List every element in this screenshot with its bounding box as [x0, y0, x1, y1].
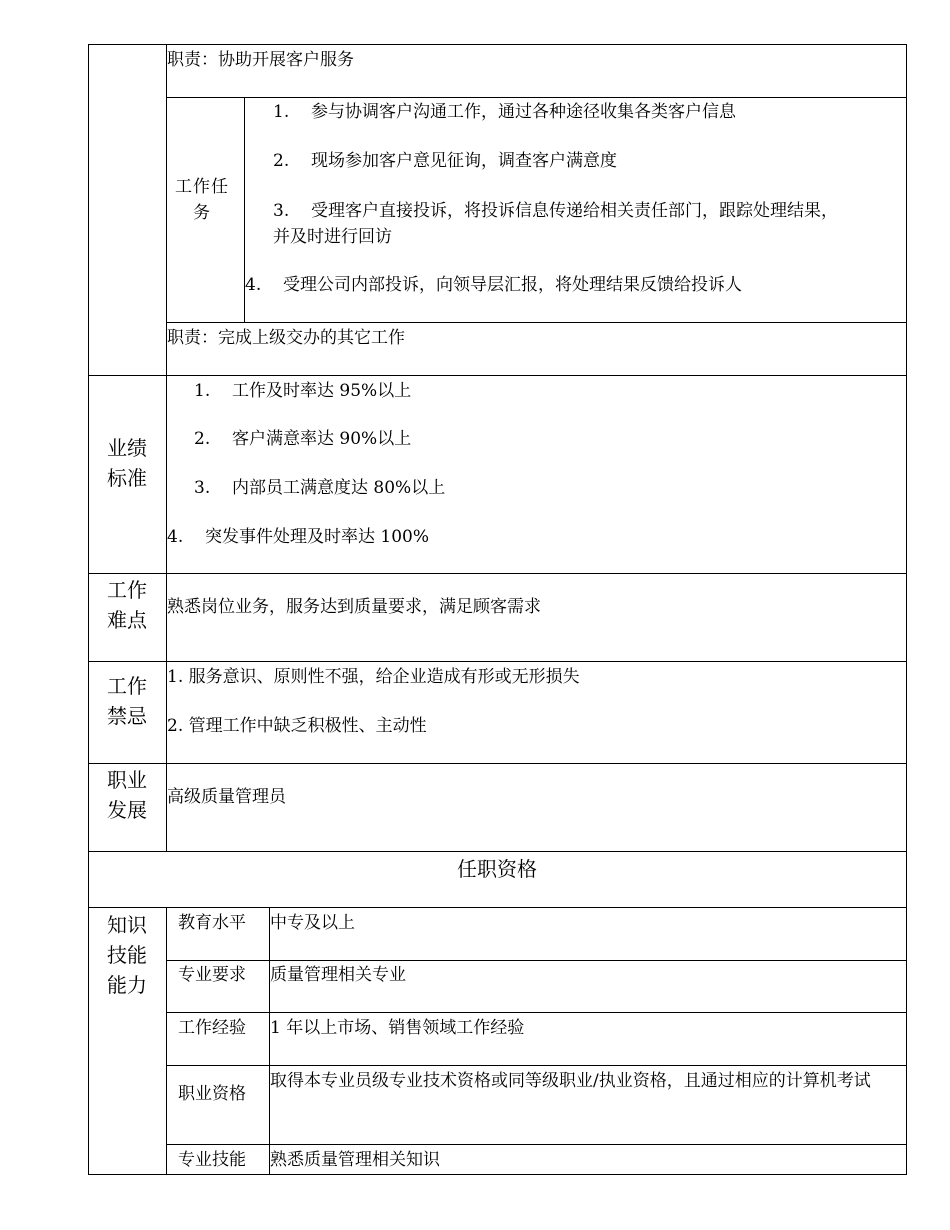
- rule: [88, 763, 907, 764]
- rule: [166, 1012, 907, 1013]
- task-item: [273, 101, 736, 123]
- task-item: [273, 150, 617, 172]
- border-right: [906, 44, 907, 1175]
- taboo-item: 2. 管理工作中缺乏积极性、主动性: [167, 716, 427, 736]
- task-number: 2.: [273, 151, 290, 171]
- rule: [88, 573, 907, 574]
- task-item: [245, 274, 742, 296]
- qualification-label: 职业资格: [178, 1084, 246, 1104]
- knowledge-skill-label: 知识 技能 能力: [107, 913, 147, 997]
- label-column-divider: [166, 907, 167, 1175]
- qualification-label: 工作经验: [178, 1018, 246, 1038]
- rule: [88, 851, 907, 852]
- rule: [88, 907, 907, 908]
- task-label: 工作任务: [175, 177, 229, 223]
- qualification-value: 中专及以上: [270, 913, 355, 933]
- rule: [166, 1065, 907, 1066]
- task-number: 1.: [273, 102, 290, 122]
- difficulty-label: 工作 难点: [107, 578, 147, 632]
- item-number: 2.: [194, 429, 211, 449]
- taboo-item: 1. 服务意识、原则性不强，给企业造成有形或无形损失: [167, 667, 580, 687]
- border-top: [88, 44, 907, 45]
- performance-item: [194, 380, 411, 402]
- rule: [88, 661, 907, 662]
- item-number: 4.: [167, 527, 184, 547]
- performance-item: [167, 526, 429, 548]
- task-text: 参与协调客户沟通工作，通过各种途径收集各类客户信息: [311, 102, 736, 122]
- qualification-value: 熟悉质量管理相关知识: [270, 1150, 440, 1170]
- task-text: 受理客户直接投诉，将投诉信息传递给相关责任部门，跟踪处理结果，: [311, 201, 838, 221]
- performance-item: [194, 477, 445, 499]
- task-text-continued: 并及时进行回访: [273, 227, 392, 247]
- item-text: 突发事件处理及时率达 100%: [205, 527, 430, 547]
- difficulty-text: 熟悉岗位业务，服务达到质量要求，满足顾客需求: [167, 597, 541, 617]
- rule: [166, 322, 907, 323]
- qualification-value: 质量管理相关专业: [270, 965, 406, 985]
- qualification-value: 取得本专业员级专业技术资格或同等级职业/执业资格，且通过相应的计算机考试: [270, 1071, 871, 1091]
- duty-text: 职责：完成上级交办的其它工作: [167, 328, 405, 348]
- qualification-label: 专业要求: [178, 965, 246, 985]
- item-number: 1.: [194, 381, 211, 401]
- qualification-label: 专业技能: [178, 1150, 246, 1170]
- career-text: 高级质量管理员: [167, 787, 286, 807]
- performance-label: 业绩 标准: [107, 436, 147, 490]
- rule: [166, 97, 907, 98]
- task-text: 受理公司内部投诉，向领导层汇报，将处理结果反馈给投诉人: [283, 275, 742, 295]
- performance-item: [194, 428, 411, 450]
- duty-text: 职责：协助开展客户服务: [167, 50, 354, 70]
- item-text: 内部员工满意度达 80%以上: [232, 478, 446, 498]
- item-number: 3.: [194, 478, 211, 498]
- taboo-label: 工作 禁忌: [107, 674, 147, 728]
- item-text: 客户满意率达 90%以上: [232, 429, 412, 449]
- qualification-label-divider: [269, 907, 270, 1175]
- task-item: [273, 200, 838, 222]
- rule: [166, 1144, 907, 1145]
- rule: [88, 375, 907, 376]
- rule: [166, 960, 907, 961]
- task-text: 现场参加客户意见征询，调查客户满意度: [311, 151, 617, 171]
- task-number: 3.: [273, 201, 290, 221]
- career-label: 职业 发展: [107, 768, 147, 822]
- item-text: 工作及时率达 95%以上: [232, 381, 412, 401]
- task-number: 4.: [245, 275, 262, 295]
- border-bottom: [88, 1174, 907, 1175]
- qualification-title: 任职资格: [457, 857, 537, 881]
- qualification-value: 1 年以上市场、销售领域工作经验: [270, 1018, 525, 1038]
- qualification-label: 教育水平: [178, 913, 246, 933]
